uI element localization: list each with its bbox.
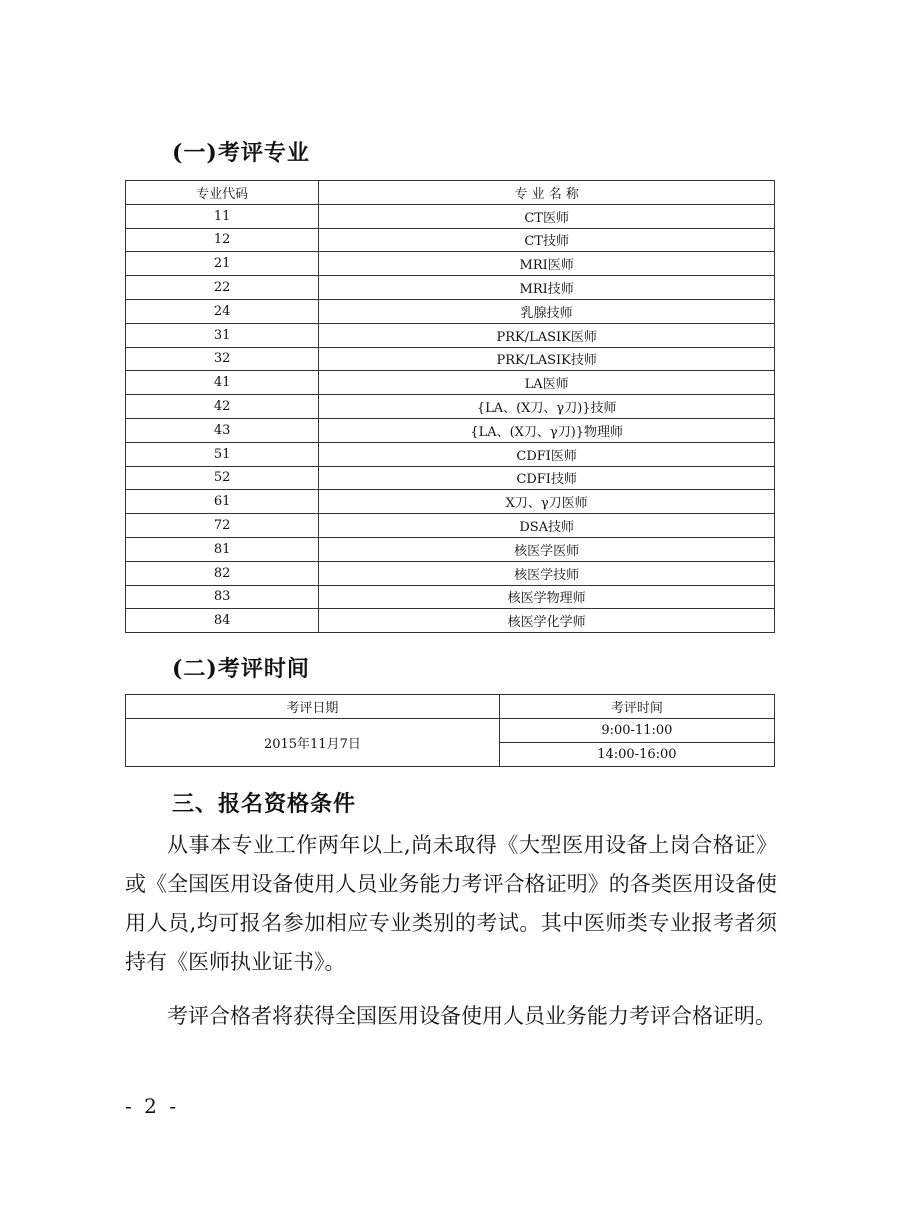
table-row <box>126 719 775 743</box>
specialty-name-cell: CT医师 <box>319 204 775 228</box>
specialty-code-cell: 43 <box>126 418 319 442</box>
specialty-code-cell: 12 <box>126 228 319 252</box>
table-row <box>126 276 775 300</box>
exam-time-cell-afternoon: 14:00-16:00 <box>499 743 774 767</box>
table-row <box>126 418 775 442</box>
table-row <box>126 514 775 538</box>
certificate-paragraph: 考评合格者将获得全国医用设备使用人员业务能力考评合格证明。 <box>167 1004 776 1028</box>
table-header-row <box>126 181 775 205</box>
specialty-name-cell: 核医学技师 <box>319 561 775 585</box>
column-header-code: 专业代码 <box>126 181 319 205</box>
table-row <box>126 395 775 419</box>
specialty-code-cell: 83 <box>126 585 319 609</box>
table-row <box>126 323 775 347</box>
specialty-name-cell: 核医学化学师 <box>319 609 775 633</box>
table-row <box>126 490 775 514</box>
specialty-name-cell: PRK/LASIK医师 <box>319 323 775 347</box>
table-row <box>126 442 775 466</box>
specialty-code-cell: 72 <box>126 514 319 538</box>
specialty-code-cell: 32 <box>126 347 319 371</box>
specialty-code-cell: 22 <box>126 276 319 300</box>
specialty-code-cell: 82 <box>126 561 319 585</box>
specialty-code-cell: 24 <box>126 299 319 323</box>
table-row <box>126 609 775 633</box>
specialty-name-cell: {LA、(X刀、γ刀)}技师 <box>319 395 775 419</box>
specialty-name-cell: 核医学医师 <box>319 537 775 561</box>
eligibility-paragraph: 从事本专业工作两年以上,尚未取得《大型医用设备上岗合格证》或《全国医用设备使用人员业务能力考评合格证明》的各类医用设备使用人员,均可报名参加相应专业类别的考试。其中医师类专业报考者须持有《医师执业证书》。 <box>125 833 777 974</box>
table-row <box>126 347 775 371</box>
specialty-code-cell: 84 <box>126 609 319 633</box>
section-heading-schedule: (二)考评时间 <box>172 656 310 682</box>
specialty-code-cell: 51 <box>126 442 319 466</box>
specialty-code-cell: 31 <box>126 323 319 347</box>
specialty-name-cell: 乳腺技师 <box>319 299 775 323</box>
specialty-name-cell: 核医学物理师 <box>319 585 775 609</box>
table-header-row <box>126 695 775 719</box>
specialty-code-cell: 41 <box>126 371 319 395</box>
table-row <box>126 204 775 228</box>
table-row <box>126 228 775 252</box>
specialty-name-cell: CT技师 <box>319 228 775 252</box>
table-row <box>126 252 775 276</box>
specialty-code-cell: 11 <box>126 204 319 228</box>
specialty-table-body <box>126 204 775 632</box>
specialty-name-cell: PRK/LASIK技师 <box>319 347 775 371</box>
specialty-code-cell: 21 <box>126 252 319 276</box>
specialty-code-cell: 52 <box>126 466 319 490</box>
table-row <box>126 466 775 490</box>
table-row <box>126 537 775 561</box>
specialty-name-cell: CDFI技师 <box>319 466 775 490</box>
exam-time-cell-morning: 9:00-11:00 <box>499 719 774 743</box>
specialty-code-cell: 81 <box>126 537 319 561</box>
column-header-date: 考评日期 <box>126 695 500 719</box>
specialty-code-cell: 42 <box>126 395 319 419</box>
column-header-time: 考评时间 <box>499 695 774 719</box>
page-number: - 2 - <box>125 1094 179 1118</box>
specialty-code-cell: 61 <box>126 490 319 514</box>
specialty-name-cell: DSA技师 <box>319 514 775 538</box>
table-row <box>126 299 775 323</box>
specialty-name-cell: MRI技师 <box>319 276 775 300</box>
specialty-name-cell: {LA、(X刀、γ刀)}物理师 <box>319 418 775 442</box>
table-row <box>126 585 775 609</box>
table-row <box>126 561 775 585</box>
specialty-name-cell: MRI医师 <box>319 252 775 276</box>
schedule-table <box>125 694 775 767</box>
section-heading-specialties: (一)考评专业 <box>172 140 310 166</box>
table-row <box>126 371 775 395</box>
section-heading-eligibility: 三、报名资格条件 <box>172 791 357 817</box>
exam-date-cell: 2015年11月7日 <box>126 719 500 767</box>
specialty-name-cell: X刀、γ刀医师 <box>319 490 775 514</box>
column-header-name: 专 业 名 称 <box>319 181 775 205</box>
specialty-name-cell: LA医师 <box>319 371 775 395</box>
specialty-table <box>125 180 775 633</box>
specialty-name-cell: CDFI医师 <box>319 442 775 466</box>
